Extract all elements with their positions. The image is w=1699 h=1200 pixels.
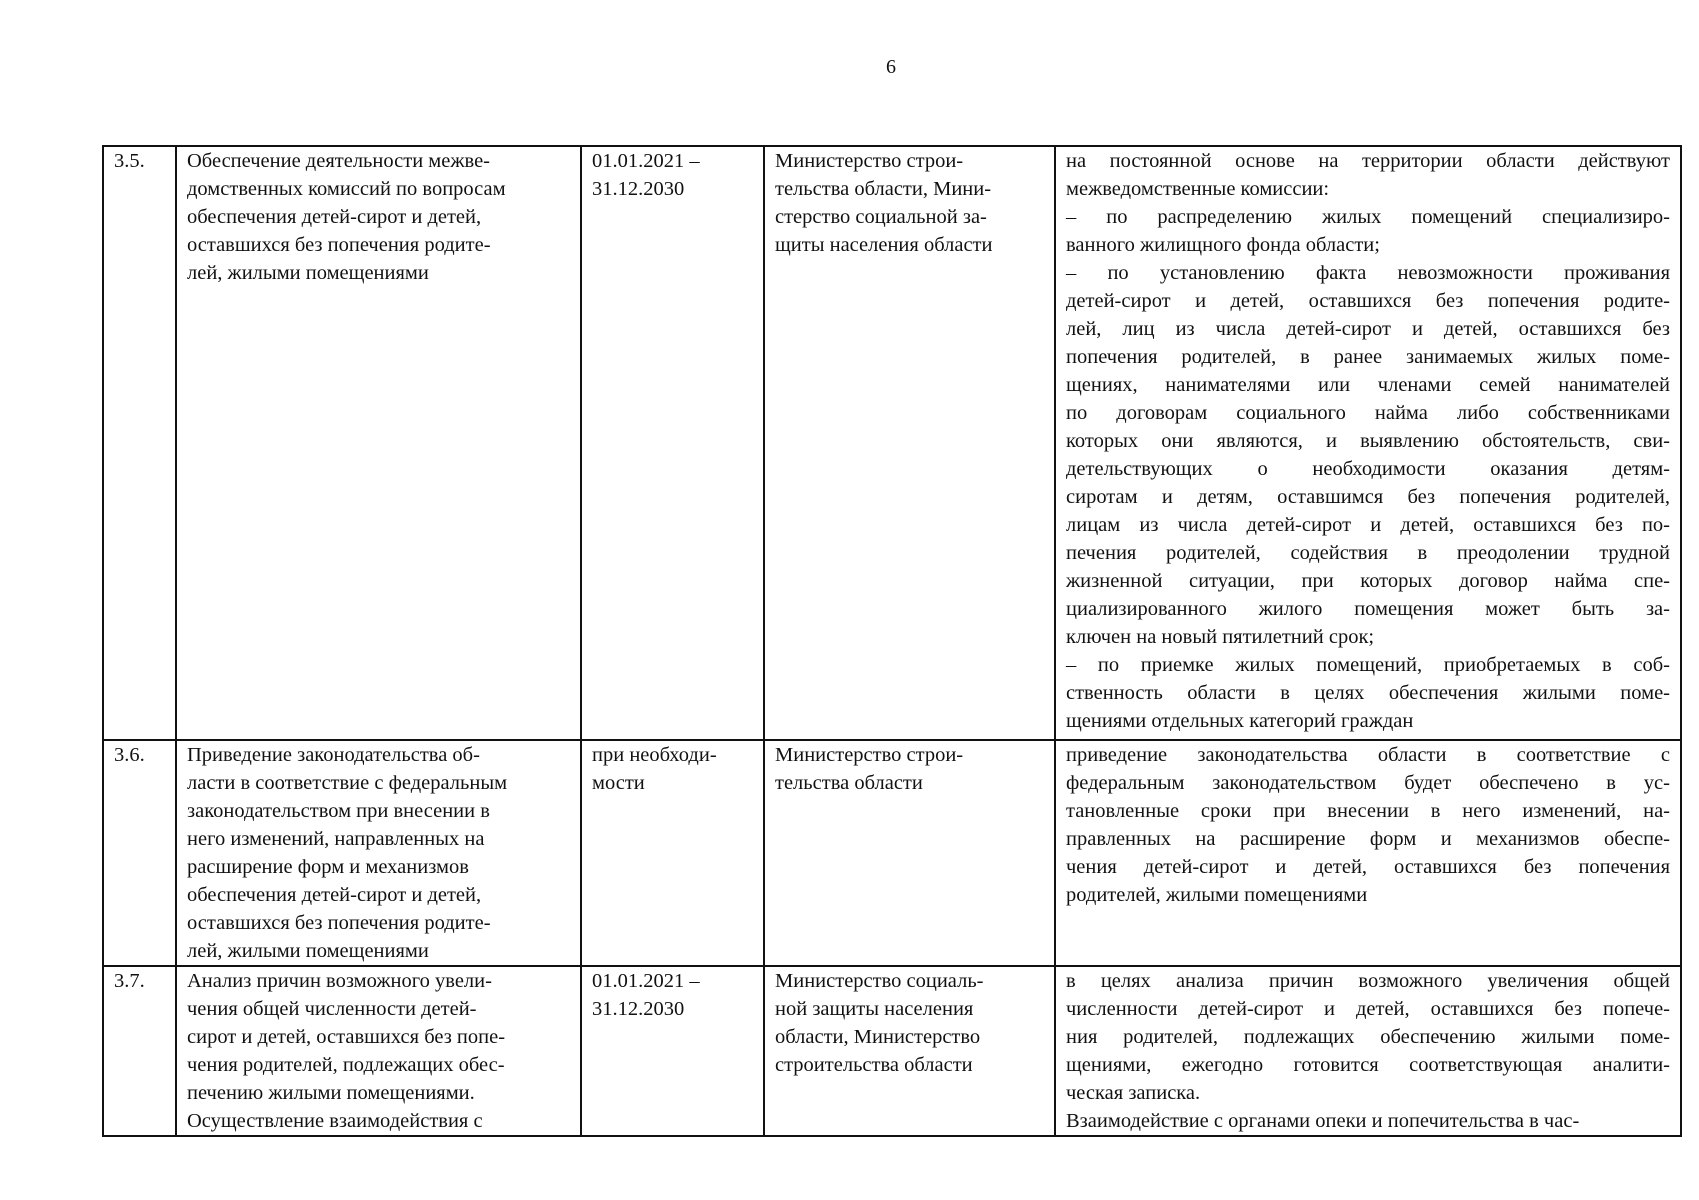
- cell-line: – по установлению факта невозможности проживания: [1066, 262, 1670, 284]
- cell-line: 31.12.2030: [592, 998, 685, 1020]
- cell-line: ственность области в целях обеспечения жилыми поме-: [1066, 682, 1670, 704]
- result-cell: [1055, 740, 1681, 966]
- cell-line: печению жилыми помещениями.: [187, 1082, 475, 1104]
- cell-line: 01.01.2021 –: [592, 970, 700, 992]
- cell-line: приведение законодательства области в соответствие с: [1066, 744, 1670, 766]
- executor-cell: [764, 146, 1055, 740]
- cell-line: мости: [592, 772, 645, 794]
- cell-line: – по распределению жилых помещений специализиро-: [1066, 206, 1670, 228]
- cell-line: него изменений, направленных на: [187, 828, 485, 850]
- cell-line: оставшихся без попечения родите-: [187, 234, 491, 256]
- cell-line: тельства области: [775, 772, 923, 794]
- period-cell: [581, 146, 764, 740]
- cell-line: законодательством при внесении в: [187, 800, 490, 822]
- cell-line: лей, лиц из числа детей-сирот и детей, оставшихся без: [1066, 318, 1670, 340]
- table-row: [103, 146, 1681, 740]
- cell-line: щениях, нанимателями или членами семей нанимателей: [1066, 374, 1670, 396]
- cell-line: попечения родителей, в ранее занимаемых жилых поме-: [1066, 346, 1670, 368]
- table-row: [103, 966, 1681, 1136]
- cell-line: обеспечения детей-сирот и детей,: [187, 206, 482, 228]
- cell-line: Приведение законодательства об-: [187, 744, 480, 766]
- cell-line: межведомственные комиссии:: [1066, 178, 1330, 200]
- row-number: 3.5.: [103, 146, 176, 740]
- cell-line: щиты населения области: [775, 234, 993, 256]
- cell-line: ной защиты населения: [775, 998, 974, 1020]
- cell-line: которых они являются, и выявлению обстоятельств, сви-: [1066, 430, 1670, 452]
- executor-cell: [764, 966, 1055, 1136]
- cell-line: ласти в соответствие с федеральным: [187, 772, 508, 794]
- cell-line: Осуществление взаимодействия с: [187, 1110, 483, 1132]
- cell-line: чения родителей, подлежащих обес-: [187, 1054, 505, 1076]
- cell-line: – по приемке жилых помещений, приобретаемых в соб-: [1066, 654, 1670, 676]
- cell-line: чения детей-сирот и детей, оставшихся без попечения: [1066, 856, 1670, 878]
- cell-line: домственных комиссий по вопросам: [187, 178, 506, 200]
- cell-line: сиротам и детям, оставшимся без попечения родителей,: [1066, 486, 1670, 508]
- cell-line: тельства области, Мини-: [775, 178, 992, 200]
- cell-line: лей, жилыми помещениями: [187, 940, 429, 962]
- cell-line: 31.12.2030: [592, 178, 685, 200]
- cell-line: области, Министерство: [775, 1026, 981, 1048]
- cell-line: обеспечения детей-сирот и детей,: [187, 884, 482, 906]
- page-number: 6: [886, 56, 896, 78]
- cell-line: Обеспечение деятельности межве-: [187, 150, 491, 172]
- cell-line: сирот и детей, оставшихся без попе-: [187, 1026, 506, 1048]
- cell-line: 01.01.2021 –: [592, 150, 700, 172]
- row-number: 3.7.: [103, 966, 176, 1136]
- cell-line: расширение форм и механизмов: [187, 856, 469, 878]
- cell-line: тановленные сроки при внесении в него изменений, на-: [1066, 800, 1670, 822]
- cell-line: в целях анализа причин возможного увеличения общей: [1066, 970, 1670, 992]
- cell-line: ванного жилищного фонда области;: [1066, 234, 1380, 256]
- cell-line: лицам из числа детей-сирот и детей, оставшихся без по-: [1066, 514, 1670, 536]
- cell-line: ключен на новый пятилетний срок;: [1066, 626, 1375, 648]
- result-cell: [1055, 966, 1681, 1136]
- row-number: 3.6.: [103, 740, 176, 966]
- cell-line: Министерство строи-: [775, 744, 964, 766]
- activity-cell: [176, 146, 581, 740]
- cell-line: щениями, ежегодно готовится соответствующая аналити-: [1066, 1054, 1670, 1076]
- cell-line: детельствующих о необходимости оказания детям-: [1066, 458, 1670, 480]
- measures-table: [102, 145, 1682, 1137]
- period-cell: [581, 740, 764, 966]
- cell-line: циализированного жилого помещения может быть за-: [1066, 598, 1670, 620]
- cell-line: лей, жилыми помещениями: [187, 262, 429, 284]
- cell-line: ния родителей, подлежащих обеспечению жилыми поме-: [1066, 1026, 1670, 1048]
- cell-line: при необходи-: [592, 744, 717, 766]
- cell-line: жизненной ситуации, при которых договор найма спе-: [1066, 570, 1670, 592]
- cell-line: Взаимодействие с органами опеки и попечительства в час-: [1066, 1110, 1580, 1132]
- cell-line: родителей, жилыми помещениями: [1066, 884, 1368, 906]
- cell-line: численности детей-сирот и детей, оставшихся без попече-: [1066, 998, 1670, 1020]
- cell-line: чения общей численности детей-: [187, 998, 477, 1020]
- activity-cell: [176, 740, 581, 966]
- cell-line: стерство социальной за-: [775, 206, 987, 228]
- period-cell: [581, 966, 764, 1136]
- cell-line: Министерство строи-: [775, 150, 964, 172]
- cell-line: оставшихся без попечения родите-: [187, 912, 491, 934]
- cell-line: правленных на расширение форм и механизмов обеспе-: [1066, 828, 1670, 850]
- cell-line: щениями отдельных категорий граждан: [1066, 710, 1414, 732]
- result-cell: [1055, 146, 1681, 740]
- cell-line: Анализ причин возможного увели-: [187, 970, 492, 992]
- executor-cell: [764, 740, 1055, 966]
- table-row: [103, 740, 1681, 966]
- cell-line: по договорам социального найма либо собственниками: [1066, 402, 1670, 424]
- activity-cell: [176, 966, 581, 1136]
- cell-line: федеральным законодательством будет обеспечено в ус-: [1066, 772, 1670, 794]
- cell-line: печения родителей, содействия в преодолении трудной: [1066, 542, 1670, 564]
- cell-line: на постоянной основе на территории области действуют: [1066, 150, 1670, 172]
- cell-line: строительства области: [775, 1054, 973, 1076]
- cell-line: ческая записка.: [1066, 1082, 1201, 1104]
- cell-line: Министерство социаль-: [775, 970, 984, 992]
- cell-line: детей-сирот и детей, оставшихся без попечения родите-: [1066, 290, 1670, 312]
